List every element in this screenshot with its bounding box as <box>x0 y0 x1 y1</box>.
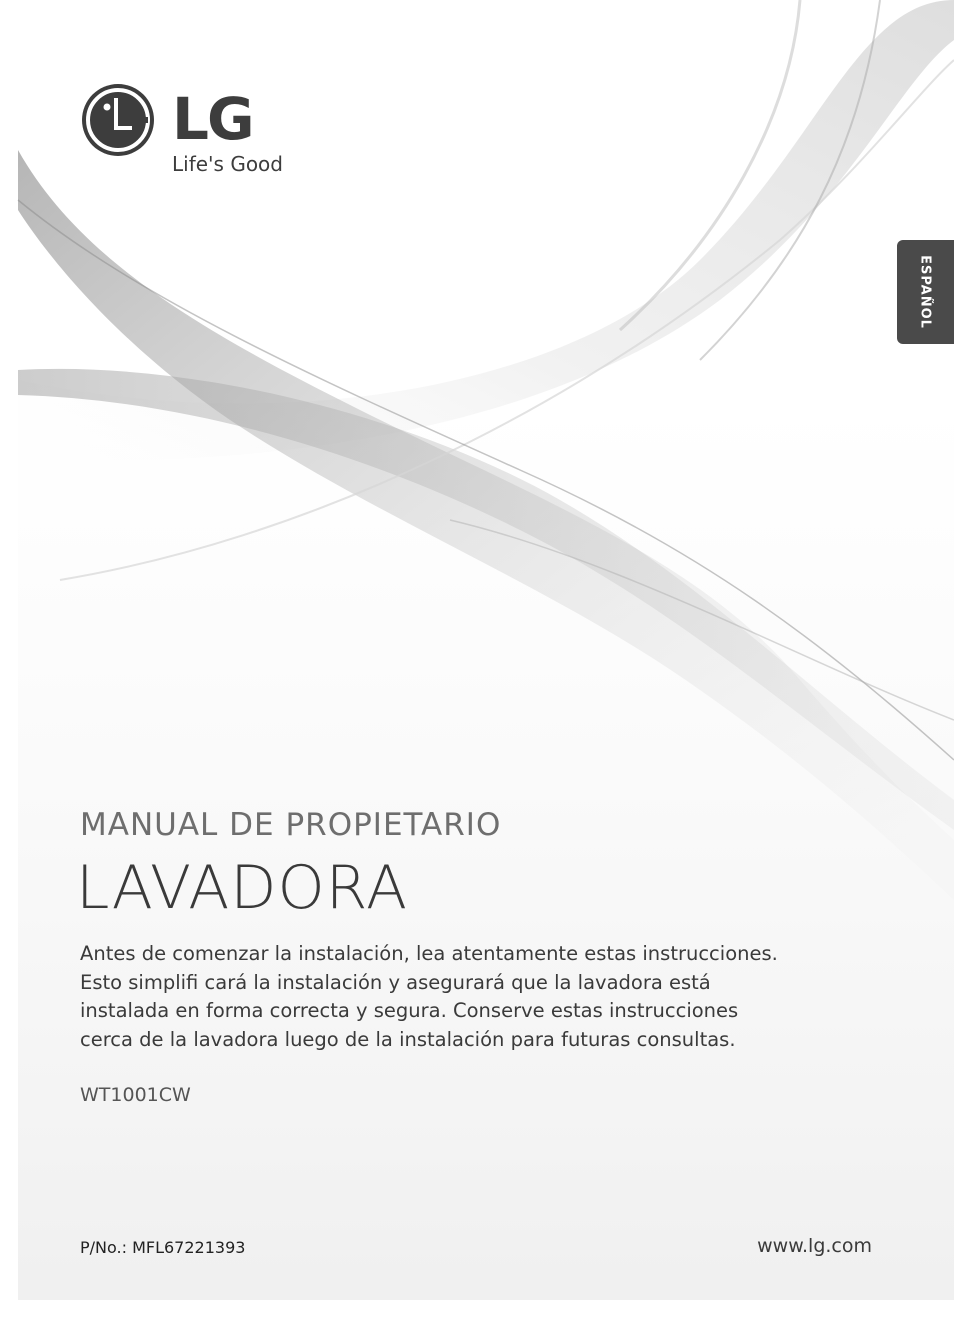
language-tab <box>897 240 954 344</box>
manual-subtitle: MANUAL DE PROPIETARIO <box>80 807 502 843</box>
intro-paragraph <box>80 940 840 1054</box>
brand-tagline: Life's Good <box>172 152 283 176</box>
language-tab-label: ESPAÑOL <box>917 255 933 329</box>
lg-face-emblem-icon <box>80 82 156 158</box>
intro-line: Esto simplifi cará la instalación y asegurará que la lavadora está <box>80 970 711 994</box>
lg-logo <box>80 82 310 182</box>
model-number: WT1001CW <box>80 1084 191 1106</box>
part-number: P/No.: MFL67221393 <box>80 1238 246 1257</box>
website-link[interactable]: www.lg.com <box>757 1235 872 1257</box>
lg-wordmark: LG <box>172 85 253 153</box>
intro-line: instalada en forma correcta y segura. Conserve estas instrucciones <box>80 999 739 1022</box>
intro-line: cerca de la lavadora luego de la instalación para futuras consultas. <box>80 1027 736 1051</box>
product-title: LAVADORA <box>76 853 408 923</box>
intro-line: Antes de comenzar la instalación, lea atentamente estas instrucciones. <box>80 942 778 965</box>
